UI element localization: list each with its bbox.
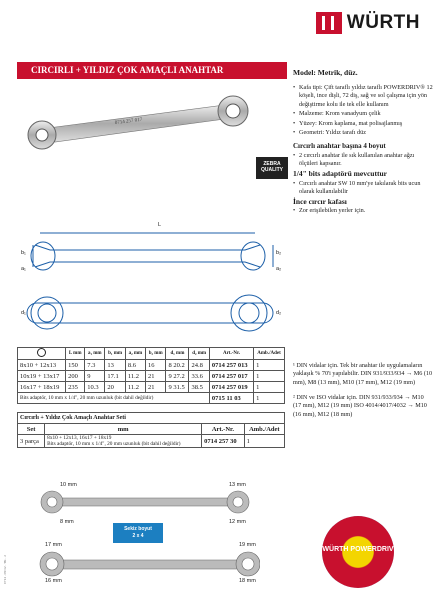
table-cell: 9 31.5	[166, 382, 189, 393]
size-label: 18 mm	[239, 578, 256, 584]
table-header: Set	[18, 424, 45, 435]
table-cell: 8x10 + 12x13, 16x17 + 18x19 Bits adaptör, 10 mm x 1/4", 20 mm uzunluk (bit dahil değildir)	[45, 435, 202, 448]
dim-a2: a₂	[276, 266, 282, 272]
table-cell: Bits adaptör, 10 mm x 1/4", 20 mm uzunluk (bit dahil değildir)	[18, 393, 210, 404]
table-cell: 1	[254, 360, 285, 371]
table-header: b₂ mm	[145, 348, 165, 360]
dim-d1: d₁	[21, 310, 26, 316]
feature-item: • Malzeme: Krom vanadyum çelik	[293, 110, 433, 118]
table-header: d₁ mm	[166, 348, 189, 360]
thin-title: İnce cırcır kafası	[293, 197, 347, 207]
table-row	[18, 435, 285, 448]
table-cell: 1	[254, 393, 285, 404]
brand-logo	[316, 12, 420, 34]
table-cell: 0715 11 03	[209, 393, 253, 404]
table-cell: 0714 257 30	[202, 435, 245, 448]
table-cell: 10.3	[85, 382, 105, 393]
table-header: a₁ mm	[85, 348, 105, 360]
feature-item: • Geometri: Yıldız tarafı düz	[293, 129, 433, 137]
dim-b1: b₁	[21, 250, 26, 256]
ratchet-title: Cırcırlı anahtar başına 4 boyut	[293, 142, 386, 151]
size-label: 17 mm	[45, 542, 62, 548]
table-header: Amb./Adet	[244, 424, 284, 435]
wrench-photo	[20, 90, 255, 150]
table-row	[18, 360, 285, 371]
ring-icon	[18, 348, 66, 360]
size-label: 12 mm	[229, 519, 246, 525]
feature-list	[293, 84, 433, 137]
technical-drawing	[15, 205, 285, 345]
spec-column	[293, 68, 433, 217]
powerdriv-badge: WÜRTH POWERDRIV	[322, 516, 394, 588]
table-cell: 16	[145, 360, 165, 371]
size-label: 16 mm	[45, 578, 62, 584]
table-cell: 8.6	[125, 360, 145, 371]
ratchet-item: • 2 cırcırlı anahtar ile sık kullanılan anahtar ağzı ölçüleri kapsanır.	[293, 152, 433, 169]
set-size-box: Sekiz boyut 2 x 4	[113, 523, 163, 543]
table-cell: 24.8	[189, 360, 209, 371]
set-table	[17, 412, 285, 448]
brand-name: WÜRTH	[346, 12, 420, 33]
footnote: ² DIN ve ISO vidalar için. DIN 931/933/934 → M10 (17 mm), M12 (19 mm) ISO 4014/4017/4032 → M10 (16 mm), M12 (18 mm)	[293, 394, 427, 418]
table-cell: 33.6	[189, 371, 209, 382]
table-cell: 0714 257 019	[209, 382, 253, 393]
table-header: a₂ mm	[125, 348, 145, 360]
table-header: b₁ mm	[105, 348, 125, 360]
table-header: Art.-Nr.	[202, 424, 245, 435]
table-header: d₂ mm	[189, 348, 209, 360]
table-row	[18, 382, 285, 393]
dim-b2: b₂	[276, 250, 282, 256]
table-cell: 200	[66, 371, 85, 382]
table-cell: 1	[254, 382, 285, 393]
dim-L: L	[158, 222, 162, 228]
table-cell: 235	[66, 382, 85, 393]
dim-d2: d₂	[276, 310, 282, 316]
zebra-quality-badge	[256, 157, 288, 179]
table-cell: 21	[145, 371, 165, 382]
spec-table-body	[18, 360, 285, 404]
brand-mark-icon	[316, 12, 342, 34]
footnote: ¹ DIN vidalar için. Tek bir anahtar ile uygulamaların yaklaşık % 70'i yapılabilir. DIN 931/933/934 → M6 (10 mm), M8 (13 mm), M10 (17 mm), M12 (19 mm)	[293, 362, 433, 386]
table-cell: 8x10 + 12x13	[18, 360, 66, 371]
table-cell: 7.3	[85, 360, 105, 371]
table-cell: 8 20.2	[166, 360, 189, 371]
table-cell: 9 27.2	[166, 371, 189, 382]
set-table-title: Cırcırlı + Yıldız Çok Amaçlı Anahtar Seti	[18, 413, 285, 424]
table-cell: 11.2	[125, 371, 145, 382]
side-code: 0714 . 09/12 . TR . 2	[3, 555, 7, 585]
table-cell: 10x19 + 13x17	[18, 371, 66, 382]
table-cell: 3 parça	[18, 435, 45, 448]
model-label: Model: Metrik, düz.	[293, 68, 358, 77]
feature-item: • Yüzey: Krom kaplama, mat polisajlanmış	[293, 120, 433, 128]
size-label: 19 mm	[239, 542, 256, 548]
size-label: 10 mm	[60, 482, 77, 488]
table-header: Amb./Adet	[254, 348, 285, 360]
table-cell: 9	[85, 371, 105, 382]
svg-text:0714 257 017: 0714 257 017	[114, 117, 143, 126]
table-cell: 0714 257 017	[209, 371, 253, 382]
table-cell: 150	[66, 360, 85, 371]
table-row	[18, 393, 285, 404]
table-header: L mm	[66, 348, 85, 360]
table-cell: 20	[105, 382, 125, 393]
table-cell: 0714 257 013	[209, 360, 253, 371]
bits-title: 1/4" bits adaptörü mevcuttur	[293, 169, 387, 179]
table-header: Art.-Nr.	[209, 348, 253, 360]
dim-a1: a₁	[21, 266, 26, 272]
feature-item: • Kafa tipi: Çift taraflı yıldız taraflı POWERDRIV® 12 köşeli, ince dişli, 72 diş, sağ ve sol çalışma için yön değiştirme kolu ile tek elle kullanım	[293, 84, 433, 109]
section-banner: CIRCIRLI + YILDIZ ÇOK AMAÇLI ANAHTAR	[17, 62, 287, 79]
table-cell: 11.2	[125, 382, 145, 393]
table-cell: 16x17 + 18x19	[18, 382, 66, 393]
zebra-line2: QUALITY	[261, 167, 283, 173]
table-header-row	[18, 348, 285, 360]
zebra-line1: ZEBRA	[263, 161, 281, 167]
table-row	[18, 371, 285, 382]
table-cell: 17.1	[105, 371, 125, 382]
table-cell: 1	[254, 371, 285, 382]
spec-table	[17, 347, 285, 404]
size-label: 8 mm	[60, 519, 74, 525]
table-cell: 38.5	[189, 382, 209, 393]
table-header: mm	[45, 424, 202, 435]
set-header-row	[18, 424, 285, 435]
table-cell: 13	[105, 360, 125, 371]
table-cell: 21	[145, 382, 165, 393]
bits-item: • Cırcırlı anahtar SW 10 mm'ye takılarak bits ucun olarak kullanılabilir	[293, 180, 433, 197]
table-cell: 1	[244, 435, 284, 448]
footnotes	[293, 362, 433, 426]
thin-item: • Zor erişilebilen yerler için.	[293, 207, 433, 215]
size-label: 13 mm	[229, 482, 246, 488]
